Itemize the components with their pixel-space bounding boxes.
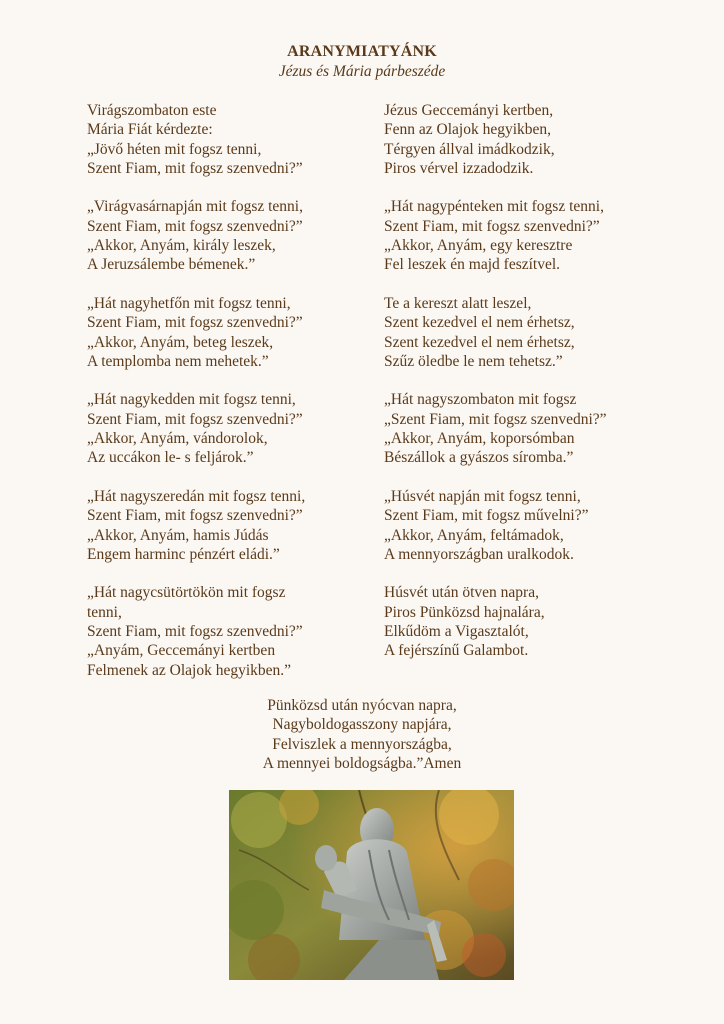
verse-line: Nagyboldogasszony napjára, bbox=[272, 716, 452, 734]
verse-line: Szent kezedvel el nem érhetsz, bbox=[384, 314, 575, 332]
verse-line: Szent Fiam, mit fogsz szenvedni?” bbox=[384, 217, 600, 235]
verse-line: Piros vérvel izzadodzik. bbox=[384, 159, 534, 177]
verse-line: Felmenek az Olajok hegyikben.” bbox=[87, 661, 292, 679]
verse-line: „Hát nagypénteken mit fogsz tenni, bbox=[384, 198, 604, 216]
verse-line: „Akkor, Anyám, beteg leszek, bbox=[87, 333, 274, 351]
pieta-statue-photo bbox=[229, 790, 514, 980]
verse-line: Húsvét után ötven napra, bbox=[384, 584, 539, 602]
verse-line: „Húsvét napján mit fogsz tenni, bbox=[384, 487, 581, 505]
verse-line: Szent Fiam, mit fogsz művelni?” bbox=[384, 507, 589, 525]
verse-line: Szűz öledbe le nem tehetsz.” bbox=[384, 352, 563, 370]
verse-line: Szent kezedvel el nem érhetsz, bbox=[384, 333, 575, 351]
verse-line: Szent Fiam, mit fogsz szenvedni?” bbox=[87, 410, 303, 428]
verse-line: „Akkor, Anyám, feltámadok, bbox=[384, 526, 564, 544]
verse-line: „Akkor, Anyám, vándorolok, bbox=[87, 430, 268, 448]
verse-line: Mária Fiát kérdezte: bbox=[87, 121, 213, 139]
verse-line: „Hát nagyhetfőn mit fogsz tenni, bbox=[87, 294, 291, 312]
verse-line: Piros Pünközsd hajnalára, bbox=[384, 603, 545, 621]
stanza bbox=[384, 101, 644, 178]
verse-line: „Anyám, Geccemányi kertben bbox=[87, 642, 276, 660]
verse-line: Szent Fiam, mit fogsz szenvedni?” bbox=[87, 623, 303, 641]
verse-line: „Hát nagykedden mit fogsz tenni, bbox=[87, 391, 296, 409]
right-column bbox=[384, 101, 644, 680]
verse-line: Szent Fiam, mit fogsz szenvedni?” bbox=[87, 314, 303, 332]
verse-line: A Jeruzsálembe bémenek.” bbox=[87, 256, 256, 274]
final-stanza bbox=[0, 696, 724, 773]
verse-line: A fejérszínű Galambot. bbox=[384, 642, 529, 660]
verse-line: A mennyországban uralkodok. bbox=[384, 545, 574, 563]
verse-line: „Szent Fiam, mit fogsz szenvedni?” bbox=[384, 410, 607, 428]
verse-line: Virágszombaton este bbox=[87, 102, 217, 119]
verse-line: „Hát nagyszombaton mit fogsz bbox=[384, 391, 577, 409]
verse-line: Fel leszek én majd feszítvel. bbox=[384, 256, 561, 274]
verse-line: Bészállok a gyászos síromba.” bbox=[384, 449, 574, 467]
stanza bbox=[384, 294, 644, 371]
verse-line: „Akkor, Anyám, egy keresztre bbox=[384, 237, 573, 255]
stanza bbox=[87, 101, 347, 178]
stanza bbox=[384, 390, 644, 467]
verse-line: A templomba nem mehetek.” bbox=[87, 352, 269, 370]
poem-subtitle: Jézus és Mária párbeszéde bbox=[278, 63, 446, 80]
verse-line: Pünközsd után nyócvan napra, bbox=[267, 697, 457, 714]
stanza bbox=[384, 583, 644, 660]
verse-line: Fenn az Olajok hegyikben, bbox=[384, 121, 552, 139]
verse-line: „Hát nagycsütörtökön mit fogsz bbox=[87, 584, 286, 602]
verse-line: Szent Fiam, mit fogsz szenvedni?” bbox=[87, 217, 303, 235]
verse-line: Te a kereszt alatt leszel, bbox=[384, 294, 532, 312]
verse-line: Az uccákon le- s feljárok.” bbox=[87, 449, 254, 467]
verse-line: „Hát nagyszeredán mit fogsz tenni, bbox=[87, 487, 306, 505]
stanza bbox=[87, 583, 347, 679]
verse-line: Szent Fiam, mit fogsz szenvedni?” bbox=[87, 159, 303, 177]
left-column bbox=[87, 101, 347, 699]
poem-title: ARANYMIATYÁNK bbox=[287, 43, 437, 60]
verse-line: Felviszlek a mennyországba, bbox=[272, 735, 452, 753]
stanza bbox=[87, 294, 347, 371]
verse-line: „Akkor, Anyám, koporsómban bbox=[384, 430, 575, 448]
verse-line: „Virágvasárnapján mit fogsz tenni, bbox=[87, 198, 303, 216]
stanza bbox=[87, 390, 347, 467]
stanza bbox=[87, 197, 347, 274]
verse-line: Engem harminc pénzért eládi.” bbox=[87, 545, 280, 563]
stanza bbox=[384, 197, 644, 274]
verse-line: „Jövő héten mit fogsz tenni, bbox=[87, 140, 262, 158]
verse-line: Jézus Geccemányi kertben, bbox=[384, 102, 554, 119]
stanza bbox=[87, 487, 347, 564]
verse-line: „Akkor, Anyám, hamis Júdás bbox=[87, 526, 269, 544]
stanza bbox=[384, 487, 644, 564]
verse-line: Elkűdöm a Vigasztalót, bbox=[384, 623, 529, 641]
verse-line: A mennyei boldogságba.”Amen bbox=[262, 754, 462, 772]
verse-line: „Akkor, Anyám, király leszek, bbox=[87, 237, 276, 255]
verse-line: tenni, bbox=[87, 603, 122, 621]
verse-line: Szent Fiam, mit fogsz szenvedni?” bbox=[87, 507, 303, 525]
verse-line: Térgyen állval imádkodzik, bbox=[384, 140, 555, 158]
